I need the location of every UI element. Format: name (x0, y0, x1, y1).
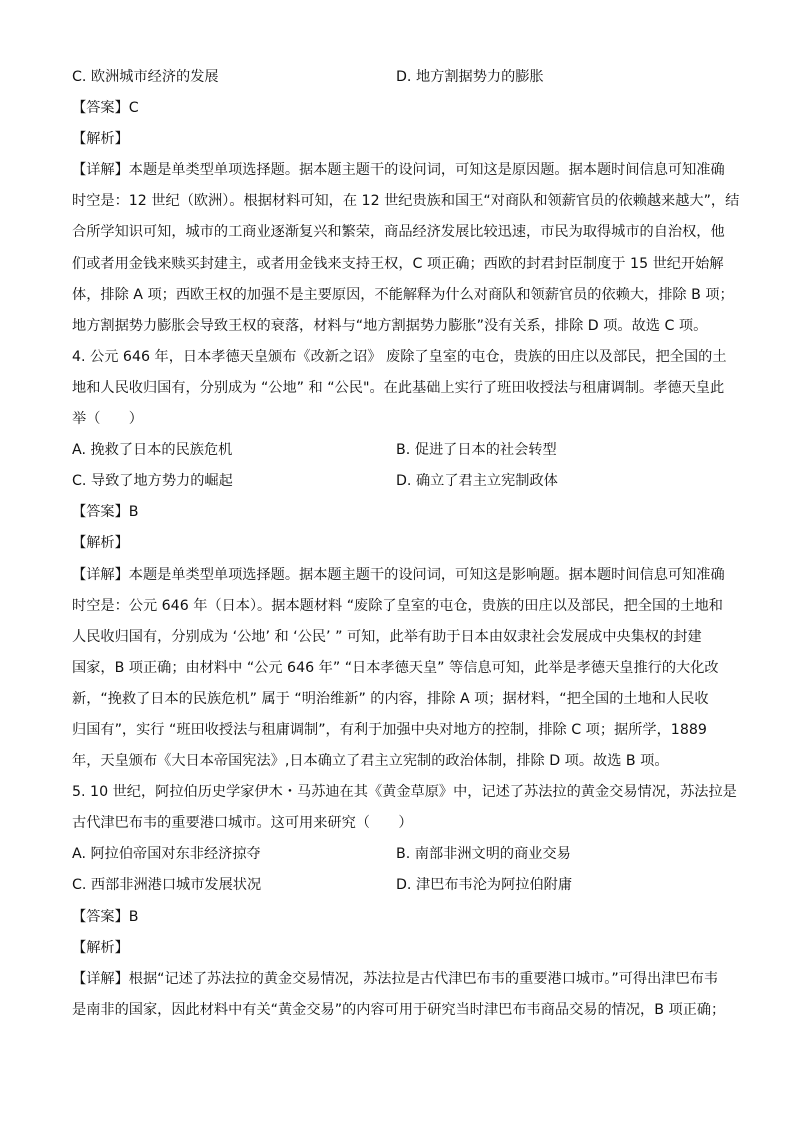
q4-answer-value: B (128, 504, 139, 521)
detail-line: 地方割据势力膨胀会导致王权的衰落，材料与“地方割据势力膨胀”没有关系，排除 D 项。故选 C 项。 (72, 317, 708, 334)
detail-tag: 【详解】 (72, 970, 129, 987)
q4-option-c: C. 导致了地方势力的崛起 (72, 473, 233, 490)
answer-tag: 【答案】 (72, 504, 129, 521)
q4-options-row-cd (72, 466, 724, 497)
detail-line: 合所学知识可知，城市的工商业逐渐复兴和繁荣，商品经济发展比较迅速，市民为取得城市的自治权，他 (72, 224, 725, 241)
q4-option-a: A. 挽救了日本的民族危机 (72, 442, 233, 459)
q5-option-c: C. 西部非洲港口城市发展状况 (72, 877, 262, 894)
detail-line: 归国有”，实行 “班田收授法与租庸调制”，有利于加强中央对地方的控制，排除 C 项；据所学，1889 (72, 721, 707, 738)
detail-tag: 【详解】 (72, 162, 129, 179)
stem-line: 古代津巴布韦的重要港口城市。这可用来研究（ ） (72, 815, 413, 832)
detail-line: 年，天皇颁布《大日本帝国宪法》,日本确立了君主立宪制的政治体制，排除 D 项。故选 B 项。 (72, 753, 669, 770)
stem-line: 地和人民收归国有，分别成为 “公地” 和 “公民"。在此基础上实行了班田收授法与租庸调制。孝德天皇此 (72, 379, 725, 396)
q3-options-row-cd (72, 62, 724, 93)
answer-tag: 【答案】 (72, 100, 129, 117)
answer-tag: 【答案】 (72, 908, 129, 925)
q5-stem (72, 777, 737, 839)
stem-line: 4. 公元 646 年，日本孝德天皇颁布《改新之诏》 废除了皇室的屯仓，贵族的田庄以及部民，把全国的土 (72, 348, 727, 365)
detail-line: 【详解】本题是单类型单项选择题。据本题主题干的设问词，可知这是原因题。据本题时间信息可知准确 (72, 162, 725, 179)
q5-answer-value: B (128, 908, 139, 925)
q4-option-d: D. 确立了君主立宪制政体 (396, 473, 558, 490)
q4-options-row-ab (72, 435, 724, 466)
detail-tag: 【详解】 (72, 566, 129, 583)
detail-line: 国家，B 项正确；由材料中 “公元 646 年” “日本孝德天皇” 等信息可知，此举是孝德天皇推行的大化改 (72, 659, 719, 676)
detail-line: 体，排除 A 项；西欧王权的加强不是主要原因，不能解释为什么对商队和领薪官员的依赖大，排除 B 项； (72, 286, 734, 303)
detail-line: 【详解】根据“记述了苏法拉的黄金交易情况，苏法拉是古代津巴布韦的重要港口城市。”可得出津巴布韦 (72, 970, 719, 987)
q3-answer (72, 93, 724, 124)
detail-line: 人民收归国有，分别成为 ‘公地’ 和 ‘公民’ ” 可知，此举有助于日本由奴隶社会发展成中央集权的封建 (72, 628, 702, 645)
detail-line: 时空是：公元 646 年（日本）。据本题材料 “废除了皇室的屯仓，贵族的田庄以及部民，把全国的土地和 (72, 597, 723, 614)
q5-option-d: D. 津巴布韦沦为阿拉伯附庸 (396, 877, 573, 894)
detail-line: 们或者用金钱来赎买封建主，或者用金钱来支持王权，C 项正确；西欧的封君封臣制度于 15 世纪开始解 (72, 255, 724, 272)
q3-option-d: D. 地方割据势力的膨胀 (396, 69, 544, 85)
q3-detail (72, 155, 740, 342)
q5-options-row-ab (72, 839, 724, 870)
q5-answer (72, 902, 724, 933)
q4-option-b: B. 促进了日本的社会转型 (396, 442, 557, 459)
q4-stem (72, 342, 727, 435)
q4-detail (72, 560, 724, 778)
q5-option-b: B. 南部非洲文明的商业交易 (396, 846, 571, 863)
stem-line: 5. 10 世纪，阿拉伯历史学家伊木・马苏迪在其《黄金草原》中，记述了苏法拉的黄金交易情况，苏法拉是 (72, 784, 737, 801)
q3-analysis-label: 【解析】 (72, 131, 129, 148)
detail-line: 时空是：12 世纪（欧洲）。根据材料可知，在 12 世纪贵族和国王“对商队和领薪官员的依赖越来越大”，结 (72, 193, 740, 210)
stem-line: 举（ ） (72, 411, 143, 428)
q3-option-c: C. 欧洲城市经济的发展 (72, 69, 219, 85)
q4-answer (72, 497, 724, 528)
detail-line: 是南非的国家，因此材料中有关“黄金交易”的内容可用于研究当时津巴布韦商品交易的情况，B 项正确； (72, 1001, 726, 1018)
q4-analysis-label: 【解析】 (72, 535, 129, 552)
q5-detail (72, 964, 724, 1026)
detail-line: 新，“挽救了日本的民族危机” 属于 “明治维新” 的内容，排除 A 项；据材料，“把全国的土地和人民收 (72, 690, 709, 707)
q5-option-a: A. 阿拉伯帝国对东非经济掠夺 (72, 846, 261, 863)
q5-options-row-cd (72, 870, 724, 901)
q5-analysis-label: 【解析】 (72, 939, 129, 956)
q3-answer-value: C (128, 100, 139, 117)
detail-line: 【详解】本题是单类型单项选择题。据本题主题干的设问词，可知这是影响题。据本题时间信息可知准确 (72, 566, 725, 583)
